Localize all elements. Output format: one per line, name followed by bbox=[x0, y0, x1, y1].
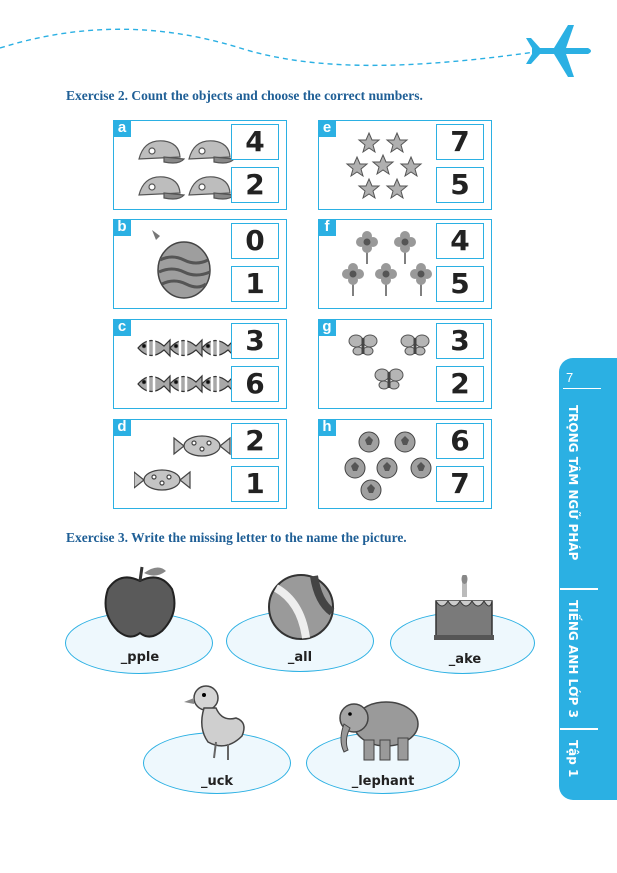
flight-path bbox=[0, 18, 617, 78]
word-all: _all bbox=[287, 650, 313, 665]
page-number: 7 bbox=[566, 370, 574, 385]
number-option[interactable]: 2 bbox=[436, 366, 484, 402]
card-c bbox=[113, 319, 287, 409]
ball-icon bbox=[339, 428, 439, 502]
card-b bbox=[113, 219, 287, 309]
number-option[interactable]: 3 bbox=[231, 323, 279, 359]
flower-icon bbox=[339, 228, 439, 302]
card-e bbox=[318, 120, 492, 210]
number-option[interactable]: 6 bbox=[436, 423, 484, 459]
number-option[interactable]: 4 bbox=[436, 223, 484, 259]
tab-divider bbox=[563, 388, 601, 389]
number-option[interactable]: 7 bbox=[436, 124, 484, 160]
book-volume: Tập 1 bbox=[566, 740, 580, 778]
number-option[interactable]: 5 bbox=[436, 167, 484, 203]
card-h bbox=[318, 419, 492, 509]
card-d bbox=[113, 419, 287, 509]
card-letter: e bbox=[318, 120, 336, 137]
card-g bbox=[318, 319, 492, 409]
number-option[interactable]: 1 bbox=[231, 266, 279, 302]
butterfly-icon bbox=[339, 328, 439, 402]
card-a bbox=[113, 120, 287, 210]
card-letter: d bbox=[113, 419, 131, 436]
apple-icon bbox=[100, 563, 180, 643]
tab-divider bbox=[560, 728, 598, 730]
ball-icon bbox=[266, 572, 336, 642]
book-series-title: TRỌNG TÂM NGỮ PHÁP bbox=[566, 405, 580, 561]
number-option[interactable]: 6 bbox=[231, 366, 279, 402]
card-letter: a bbox=[113, 120, 131, 137]
number-option[interactable]: 7 bbox=[436, 466, 484, 502]
book-subject: TIẾNG ANH LỚP 3 bbox=[566, 600, 580, 718]
card-letter: c bbox=[113, 319, 131, 336]
card-f bbox=[318, 219, 492, 309]
number-option[interactable]: 3 bbox=[436, 323, 484, 359]
card-letter: h bbox=[318, 419, 336, 436]
exercise3-title: Exercise 3. Write the missing letter to the name the picture. bbox=[66, 530, 407, 545]
number-option[interactable]: 2 bbox=[231, 167, 279, 203]
number-option[interactable]: 2 bbox=[231, 423, 279, 459]
fish-icon bbox=[134, 328, 234, 402]
card-letter: b bbox=[113, 219, 131, 236]
candy-icon bbox=[134, 428, 234, 502]
number-option[interactable]: 1 bbox=[231, 466, 279, 502]
word-lephant: _lephant bbox=[351, 774, 415, 789]
cap-icon bbox=[134, 129, 234, 203]
tab-divider bbox=[560, 588, 598, 590]
cake-icon bbox=[430, 575, 500, 645]
number-option[interactable]: 4 bbox=[231, 124, 279, 160]
exercise2-title: Exercise 2. Count the objects and choose the correct numbers. bbox=[66, 88, 423, 103]
number-option[interactable]: 0 bbox=[231, 223, 279, 259]
star-icon bbox=[339, 129, 439, 203]
duck-icon bbox=[178, 678, 258, 768]
word-uck: _uck bbox=[200, 774, 234, 789]
airplane-icon bbox=[526, 25, 591, 77]
watermelon-icon bbox=[134, 228, 234, 302]
word-ake: _ake bbox=[448, 652, 482, 667]
elephant-icon bbox=[336, 690, 426, 770]
card-letter: g bbox=[318, 319, 336, 336]
word-pple: _pple bbox=[120, 650, 160, 665]
number-option[interactable]: 5 bbox=[436, 266, 484, 302]
card-letter: f bbox=[318, 219, 336, 236]
